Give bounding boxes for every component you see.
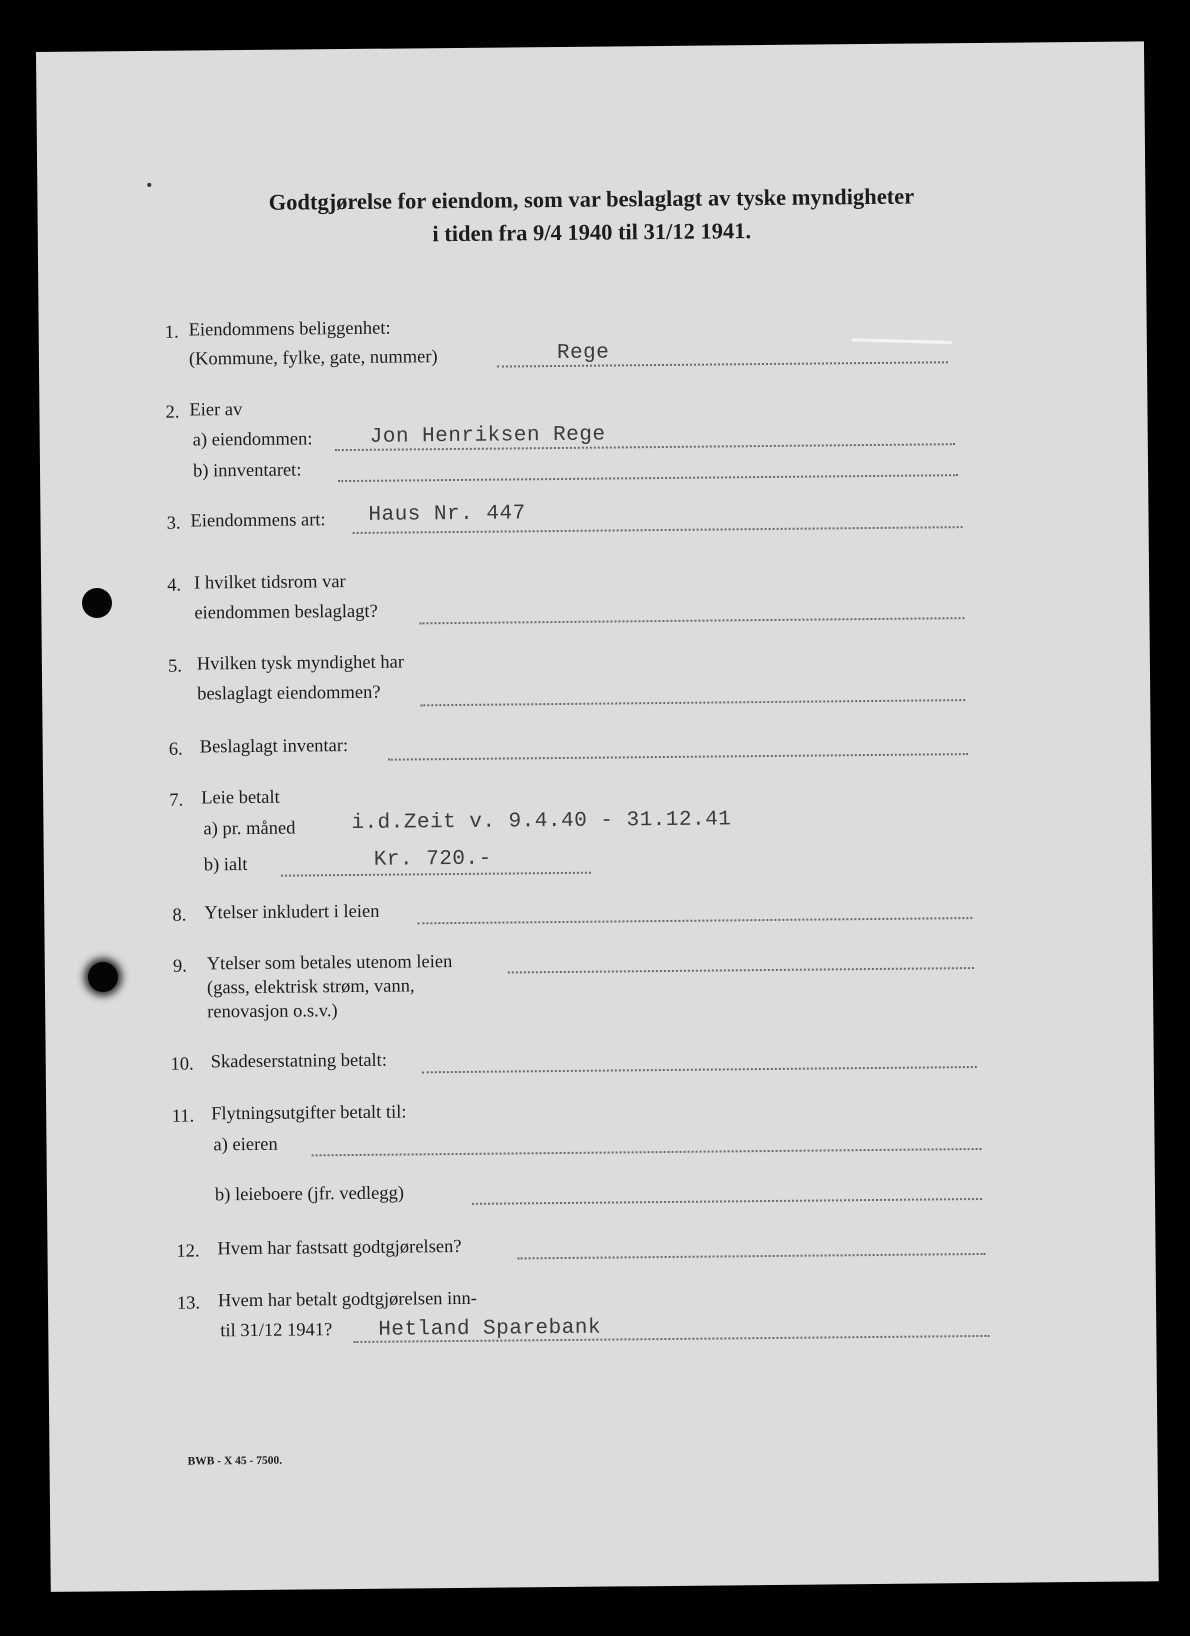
item-6-number: 6. [168, 739, 183, 760]
item-3-answer: Haus Nr. 447 [368, 502, 526, 527]
form-print-code: BWB - X 45 - 7500. [187, 1454, 283, 1468]
item-12-label: Hvem har fastsatt godtgjørelsen? [217, 1236, 462, 1260]
item-13-number: 13. [176, 1293, 201, 1314]
item-10-number: 10. [170, 1054, 194, 1075]
item-2b-label: b) innventaret: [192, 460, 302, 482]
item-4-number: 4. [167, 575, 182, 596]
form-title [37, 177, 1146, 254]
item-5-answer-line[interactable] [420, 699, 965, 706]
item-2a-answer: Jon Henriksen Rege [369, 423, 606, 449]
item-5-sublabel: beslaglagt eiendommen? [197, 682, 381, 705]
item-9-sublabel-1: (gass, elektrisk strøm, vann, [206, 976, 415, 999]
item-1-sublabel: (Kommune, fylke, gate, nummer) [188, 347, 438, 370]
item-1-number: 1. [164, 322, 179, 343]
item-7-label: Leie betalt [201, 787, 280, 809]
item-2-number: 2. [165, 402, 180, 423]
item-2a-label: a) eiendommen: [192, 429, 313, 451]
item-13-label: Hvem har betalt godtgjørelsen inn- [217, 1288, 478, 1312]
item-13-sublabel: til 31/12 1941? [220, 1320, 333, 1342]
item-4-label: I hvilket tidsrom var [194, 572, 346, 594]
item-7b-answer-line[interactable] [281, 872, 591, 877]
item-3-number: 3. [166, 513, 181, 534]
item-10-label: Skadeserstatning betalt: [210, 1050, 388, 1073]
item-13-answer: Hetland Sparebank [378, 1316, 602, 1342]
item-11b-answer-line[interactable] [472, 1198, 982, 1205]
item-10-answer-line[interactable] [422, 1066, 977, 1073]
item-8-answer-line[interactable] [417, 917, 972, 924]
item-6-label: Beslaglagt inventar: [199, 736, 349, 758]
item-8-number: 8. [172, 905, 187, 926]
item-7a-label: a) pr. måned [203, 818, 296, 840]
item-11-number: 11. [171, 1106, 195, 1127]
form-page [36, 41, 1159, 1592]
item-11a-label: a) eieren [213, 1134, 278, 1156]
item-2b-answer-line[interactable] [338, 474, 958, 482]
item-7a-answer: i.d.Zeit v. 9.4.40 - 31.12.41 [351, 808, 732, 836]
item-9-label: Ytelser som betales utenom leien [206, 952, 453, 975]
item-7b-label: b) ialt [203, 855, 248, 876]
paper-scratch [852, 338, 952, 344]
item-8-label: Ytelser inkludert i leien [204, 901, 380, 924]
form-title-line-1: Godtgjørelse for eiendom, som var beslaglagt av tyske myndigheter [268, 183, 915, 215]
item-9-sublabel-2: renovasjon o.s.v.) [207, 1001, 338, 1023]
item-5-label: Hvilken tysk myndighet har [196, 652, 405, 675]
item-1-label: Eiendommens beliggenhet: [188, 318, 391, 341]
item-7b-answer: Kr. 720.- [373, 847, 492, 872]
punch-hole-top [82, 588, 112, 618]
item-12-answer-line[interactable] [518, 1253, 986, 1259]
item-3-label: Eiendommens art: [190, 510, 326, 532]
item-2-label: Eier av [189, 400, 243, 421]
item-4-sublabel: eiendommen beslaglagt? [194, 601, 378, 624]
item-9-answer-line[interactable] [508, 967, 974, 973]
form-title-line-2: i tiden fra 9/4 1940 til 31/12 1941. [432, 218, 752, 247]
punch-hole-bottom [88, 962, 118, 992]
item-11-label: Flytningsutgifter betalt til: [211, 1102, 407, 1125]
item-12-number: 12. [176, 1241, 200, 1262]
item-9-number: 9. [172, 956, 187, 977]
item-6-answer-line[interactable] [388, 753, 968, 761]
item-11a-answer-line[interactable] [312, 1148, 982, 1156]
item-7-number: 7. [169, 790, 184, 811]
item-5-number: 5. [167, 656, 183, 677]
item-3-answer-line[interactable] [353, 526, 963, 534]
item-4-answer-line[interactable] [419, 617, 964, 624]
item-1-answer: Rege [556, 341, 610, 366]
item-11b-label: b) leieboere (jfr. vedlegg) [214, 1183, 405, 1206]
